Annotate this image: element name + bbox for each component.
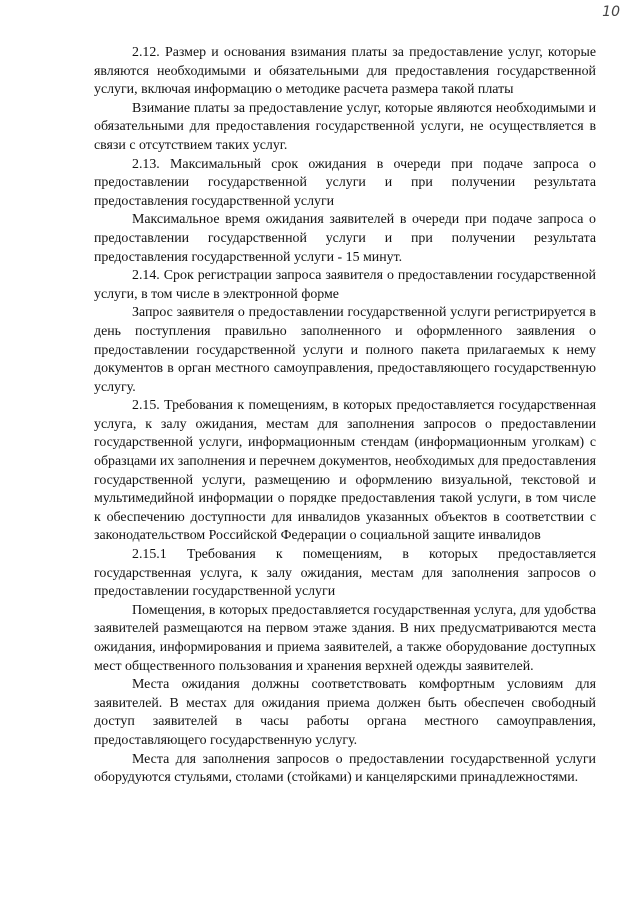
section-2-12-text: Взимание платы за предоставление услуг, которые являются необходимыми и обязательными для предоставления государственной услуги, не осуществляется в связи с отсутствием таких услуг. <box>94 100 596 153</box>
document-body <box>94 44 596 788</box>
premises-paragraph: Помещения, в которых предоставляется государственная услуга, для удобства заявителей размещаются на первом этаже здания. В них предусматриваются места ожидания, информирования и приема заявителей, а также оборудование доступных мест общественного пользования и хранения верхней одежды заявителей. <box>94 602 596 674</box>
section-2-14-heading: 2.14. Срок регистрации запроса заявителя о предоставлении государственной услуги, в том числе в электронной форме <box>94 268 596 302</box>
section-2-12-heading: 2.12. Размер и основания взимания платы за предоставление услуг, которые являются необходимыми и обязательными для предоставления государственной услуги, включая информацию о методике расчета размера такой платы <box>94 45 596 98</box>
section-2-15-1-heading: 2.15.1 Требования к помещениям, в которых предоставляется государственная услуга, к залу ожидания, местам для заполнения запросов о предоставлении государственной услуги <box>94 547 596 600</box>
section-2-13-heading: 2.13. Максимальный срок ожидания в очереди при подаче запроса о предоставлении государственной услуги и при получении результата предоставления государственной услуги <box>94 156 596 209</box>
page-number: 10 <box>602 4 620 20</box>
filling-area-paragraph: Места для заполнения запросов о предоставлении государственной услуги оборудуются стульями, столами (стойками) и канцелярскими принадлежностями. <box>94 751 596 786</box>
section-2-13-text: Максимальное время ожидания заявителей в очереди при подаче запроса о предоставлении государственной услуги и при получении результата предоставления государственной услуги - 15 минут. <box>94 212 596 265</box>
waiting-area-paragraph: Места ожидания должны соответствовать комфортным условиям для заявителей. В местах для ожидания приема должен быть обеспечен свободный доступ заявителей в часы работы органа местного самоуправления, предоставляющего государственную услугу. <box>94 677 596 748</box>
section-2-15-heading: 2.15. Требования к помещениям, в которых предоставляется государственная услуга, к залу ожидания, местам для заполнения запросов о предоставлении государственной услуги, информационным стендам (информационным уголкам) с образцами их заполнения и перечнем документов, необходимых для предоставления государственной услуги, размещению и оформлению визуальной, текстовой и мультимедийной информации о порядке предоставления такой услуги, в том числе к обеспечению доступности для инвалидов указанных объектов в соответствии с законодательством Российской Федерации о социальной защите инвалидов <box>94 398 596 544</box>
section-2-14-text: Запрос заявителя о предоставлении государственной услуги регистрируется в день поступления правильно заполненного и оформленного заявления о предоставлении государственной услуги и полного пакета прилагаемых к нему документов в орган местного самоуправления, предоставляющего государственную услугу. <box>94 305 596 395</box>
